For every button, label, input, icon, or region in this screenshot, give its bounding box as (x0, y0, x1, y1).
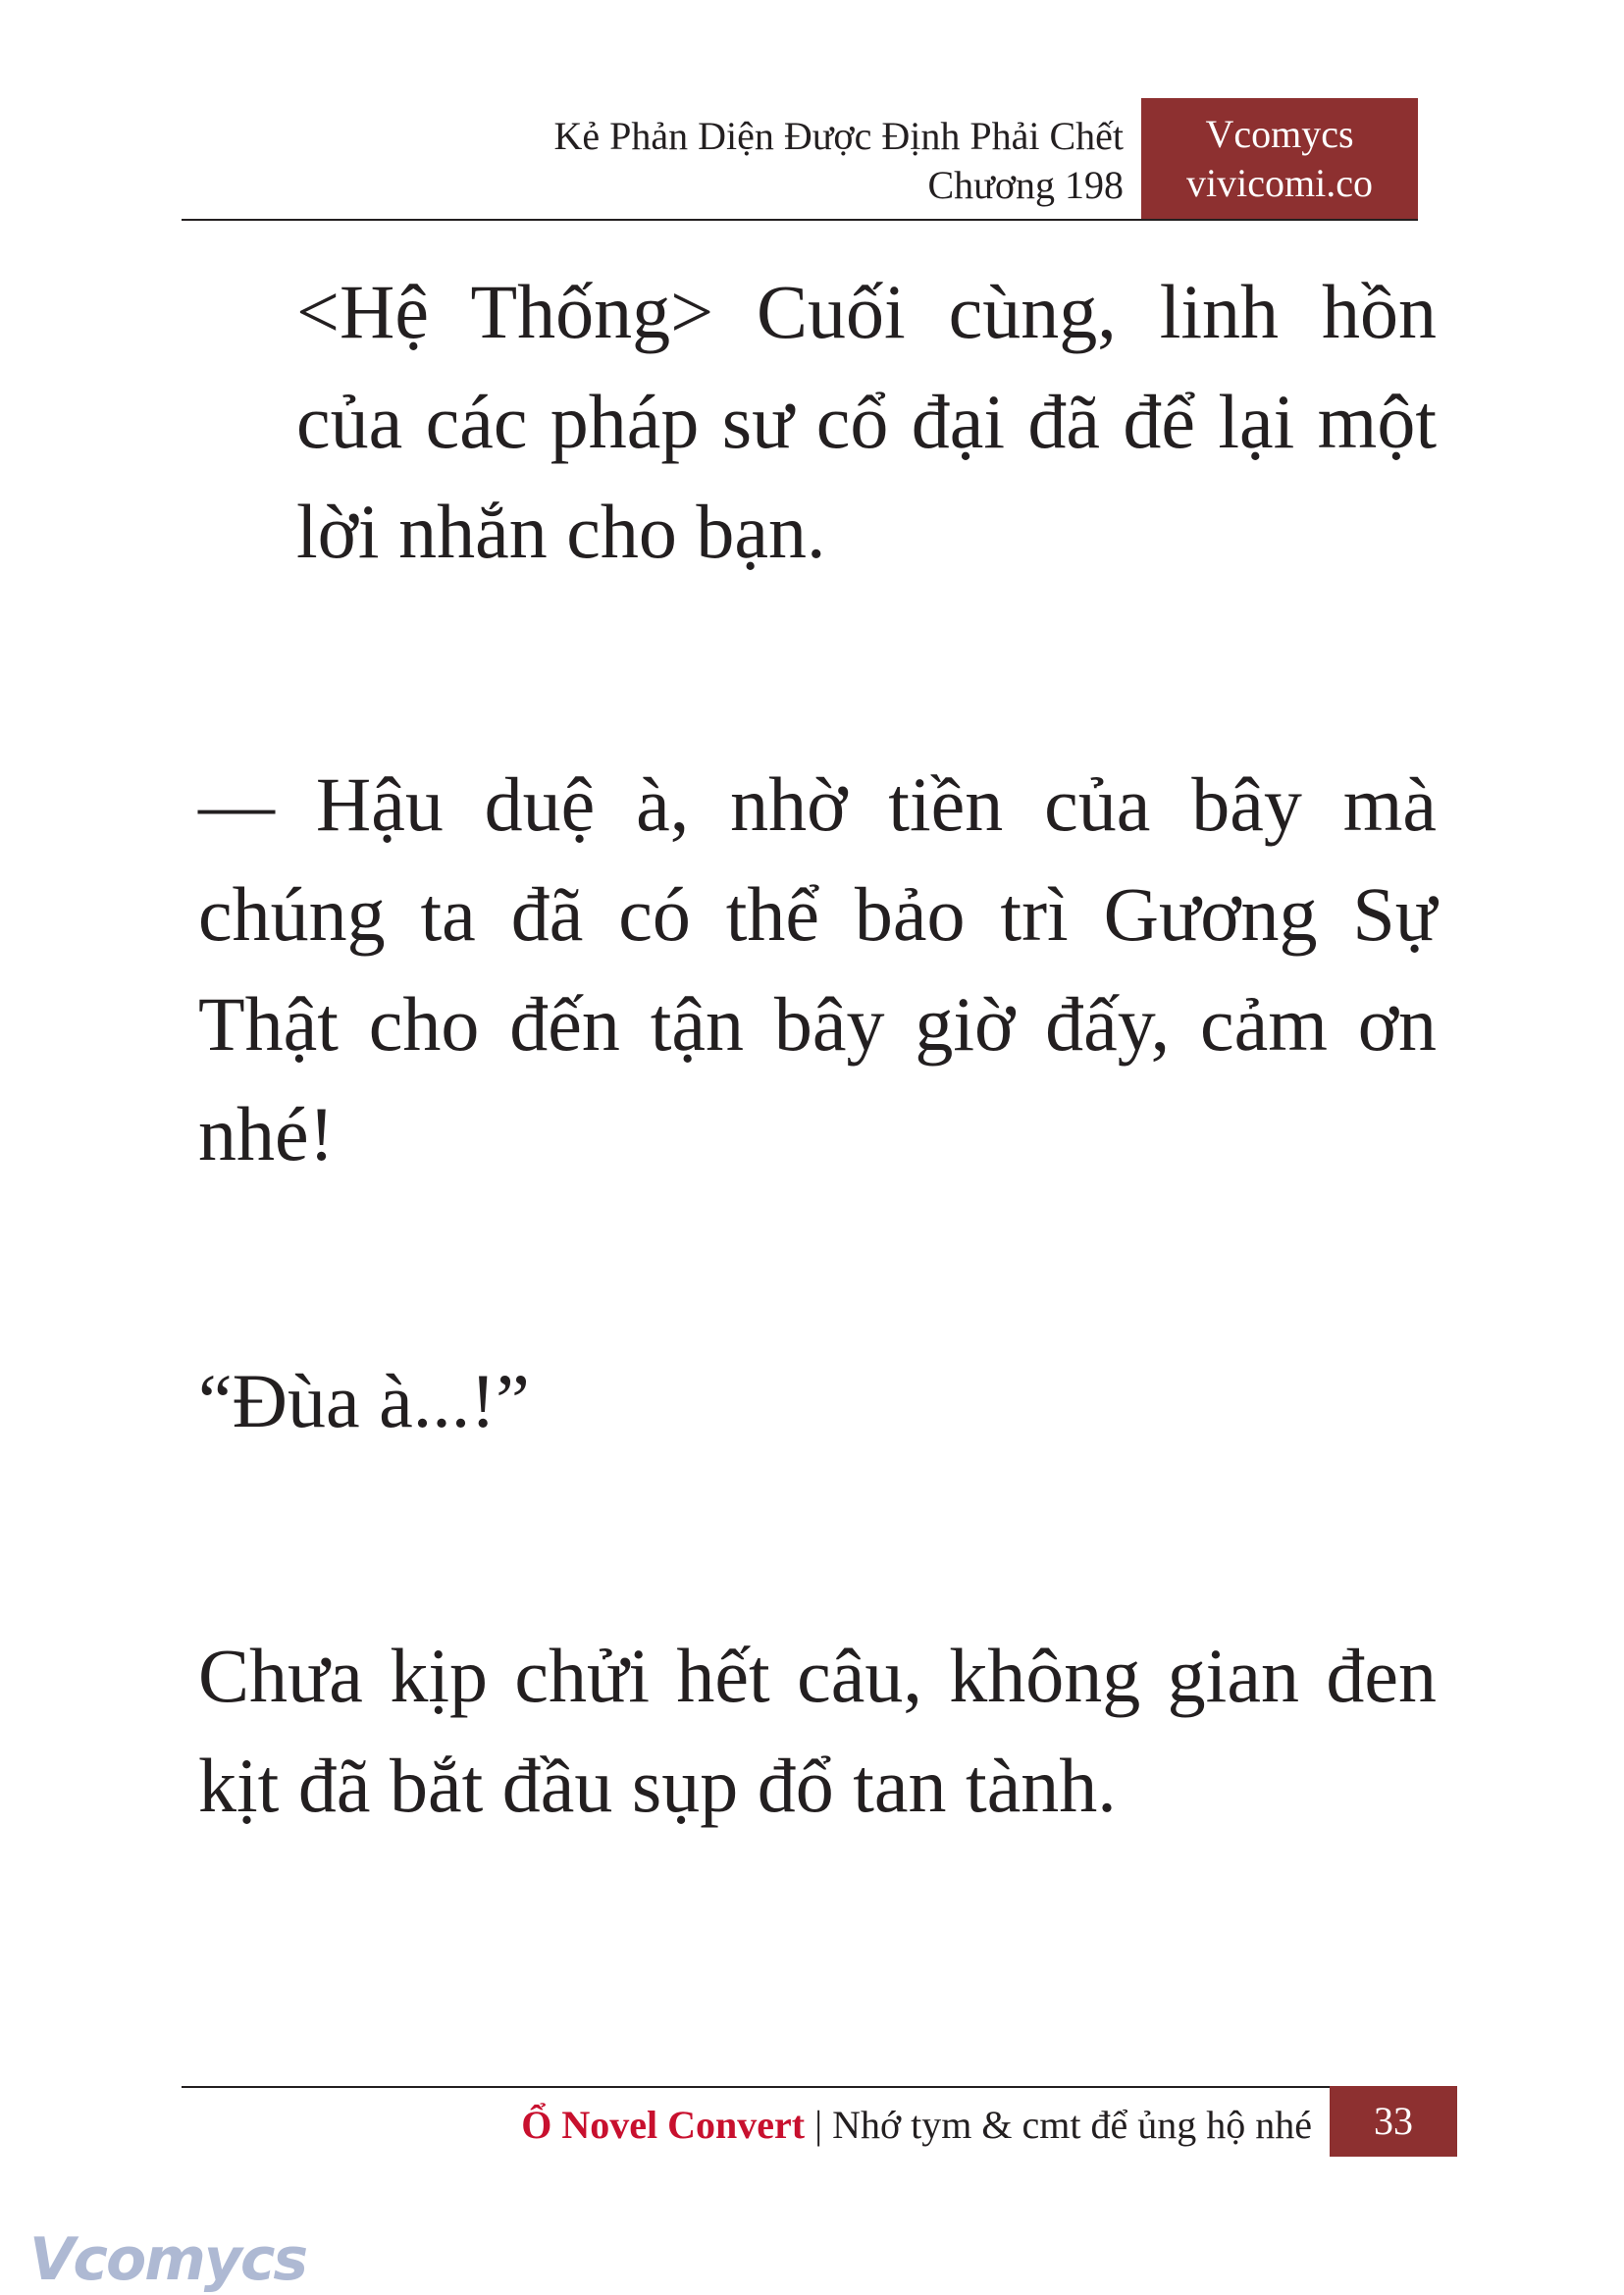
page-header (182, 98, 1418, 220)
brand-site: vivicomi.co (1186, 161, 1373, 205)
footer-brand: Ổ Novel Convert (521, 2103, 806, 2147)
chapter-label: Chương 198 (927, 163, 1124, 207)
footer-separator: | (814, 2103, 823, 2147)
footer-message: Nhớ tym & cmt để ủng hộ nhé (832, 2103, 1312, 2147)
header-titles (553, 112, 1124, 210)
paragraph-dialogue: — Hậu duệ à, nhờ tiền của bây mà chúng ta đã có thể bảo trì Gương Sự Thật cho đến tận bây giờ đấy, cảm ơn nhé! (198, 761, 1437, 1176)
watermark-logo: Vcomycs (29, 2225, 307, 2294)
footer-divider (182, 2086, 1457, 2088)
footer-text (521, 2096, 1312, 2155)
header-divider (182, 219, 1418, 221)
brand-name: Vcomycs (1205, 112, 1354, 156)
paragraph-narration: Chưa kịp chửi hết câu, không gian đen kịt đã bắt đầu sụp đổ tan tành. (198, 1633, 1437, 1828)
paragraph-system-message: <Hệ Thống> Cuối cùng, linh hồn của các pháp sư cổ đại đã để lại một lời nhắn cho bạn. (296, 269, 1437, 574)
paragraph-exclamation: “Đùa à...!” (198, 1358, 530, 1443)
brand-box (1141, 98, 1418, 220)
page-number: 33 (1330, 2086, 1457, 2157)
page-footer (182, 2086, 1457, 2155)
book-title: Kẻ Phản Diện Được Định Phải Chết (553, 114, 1124, 158)
